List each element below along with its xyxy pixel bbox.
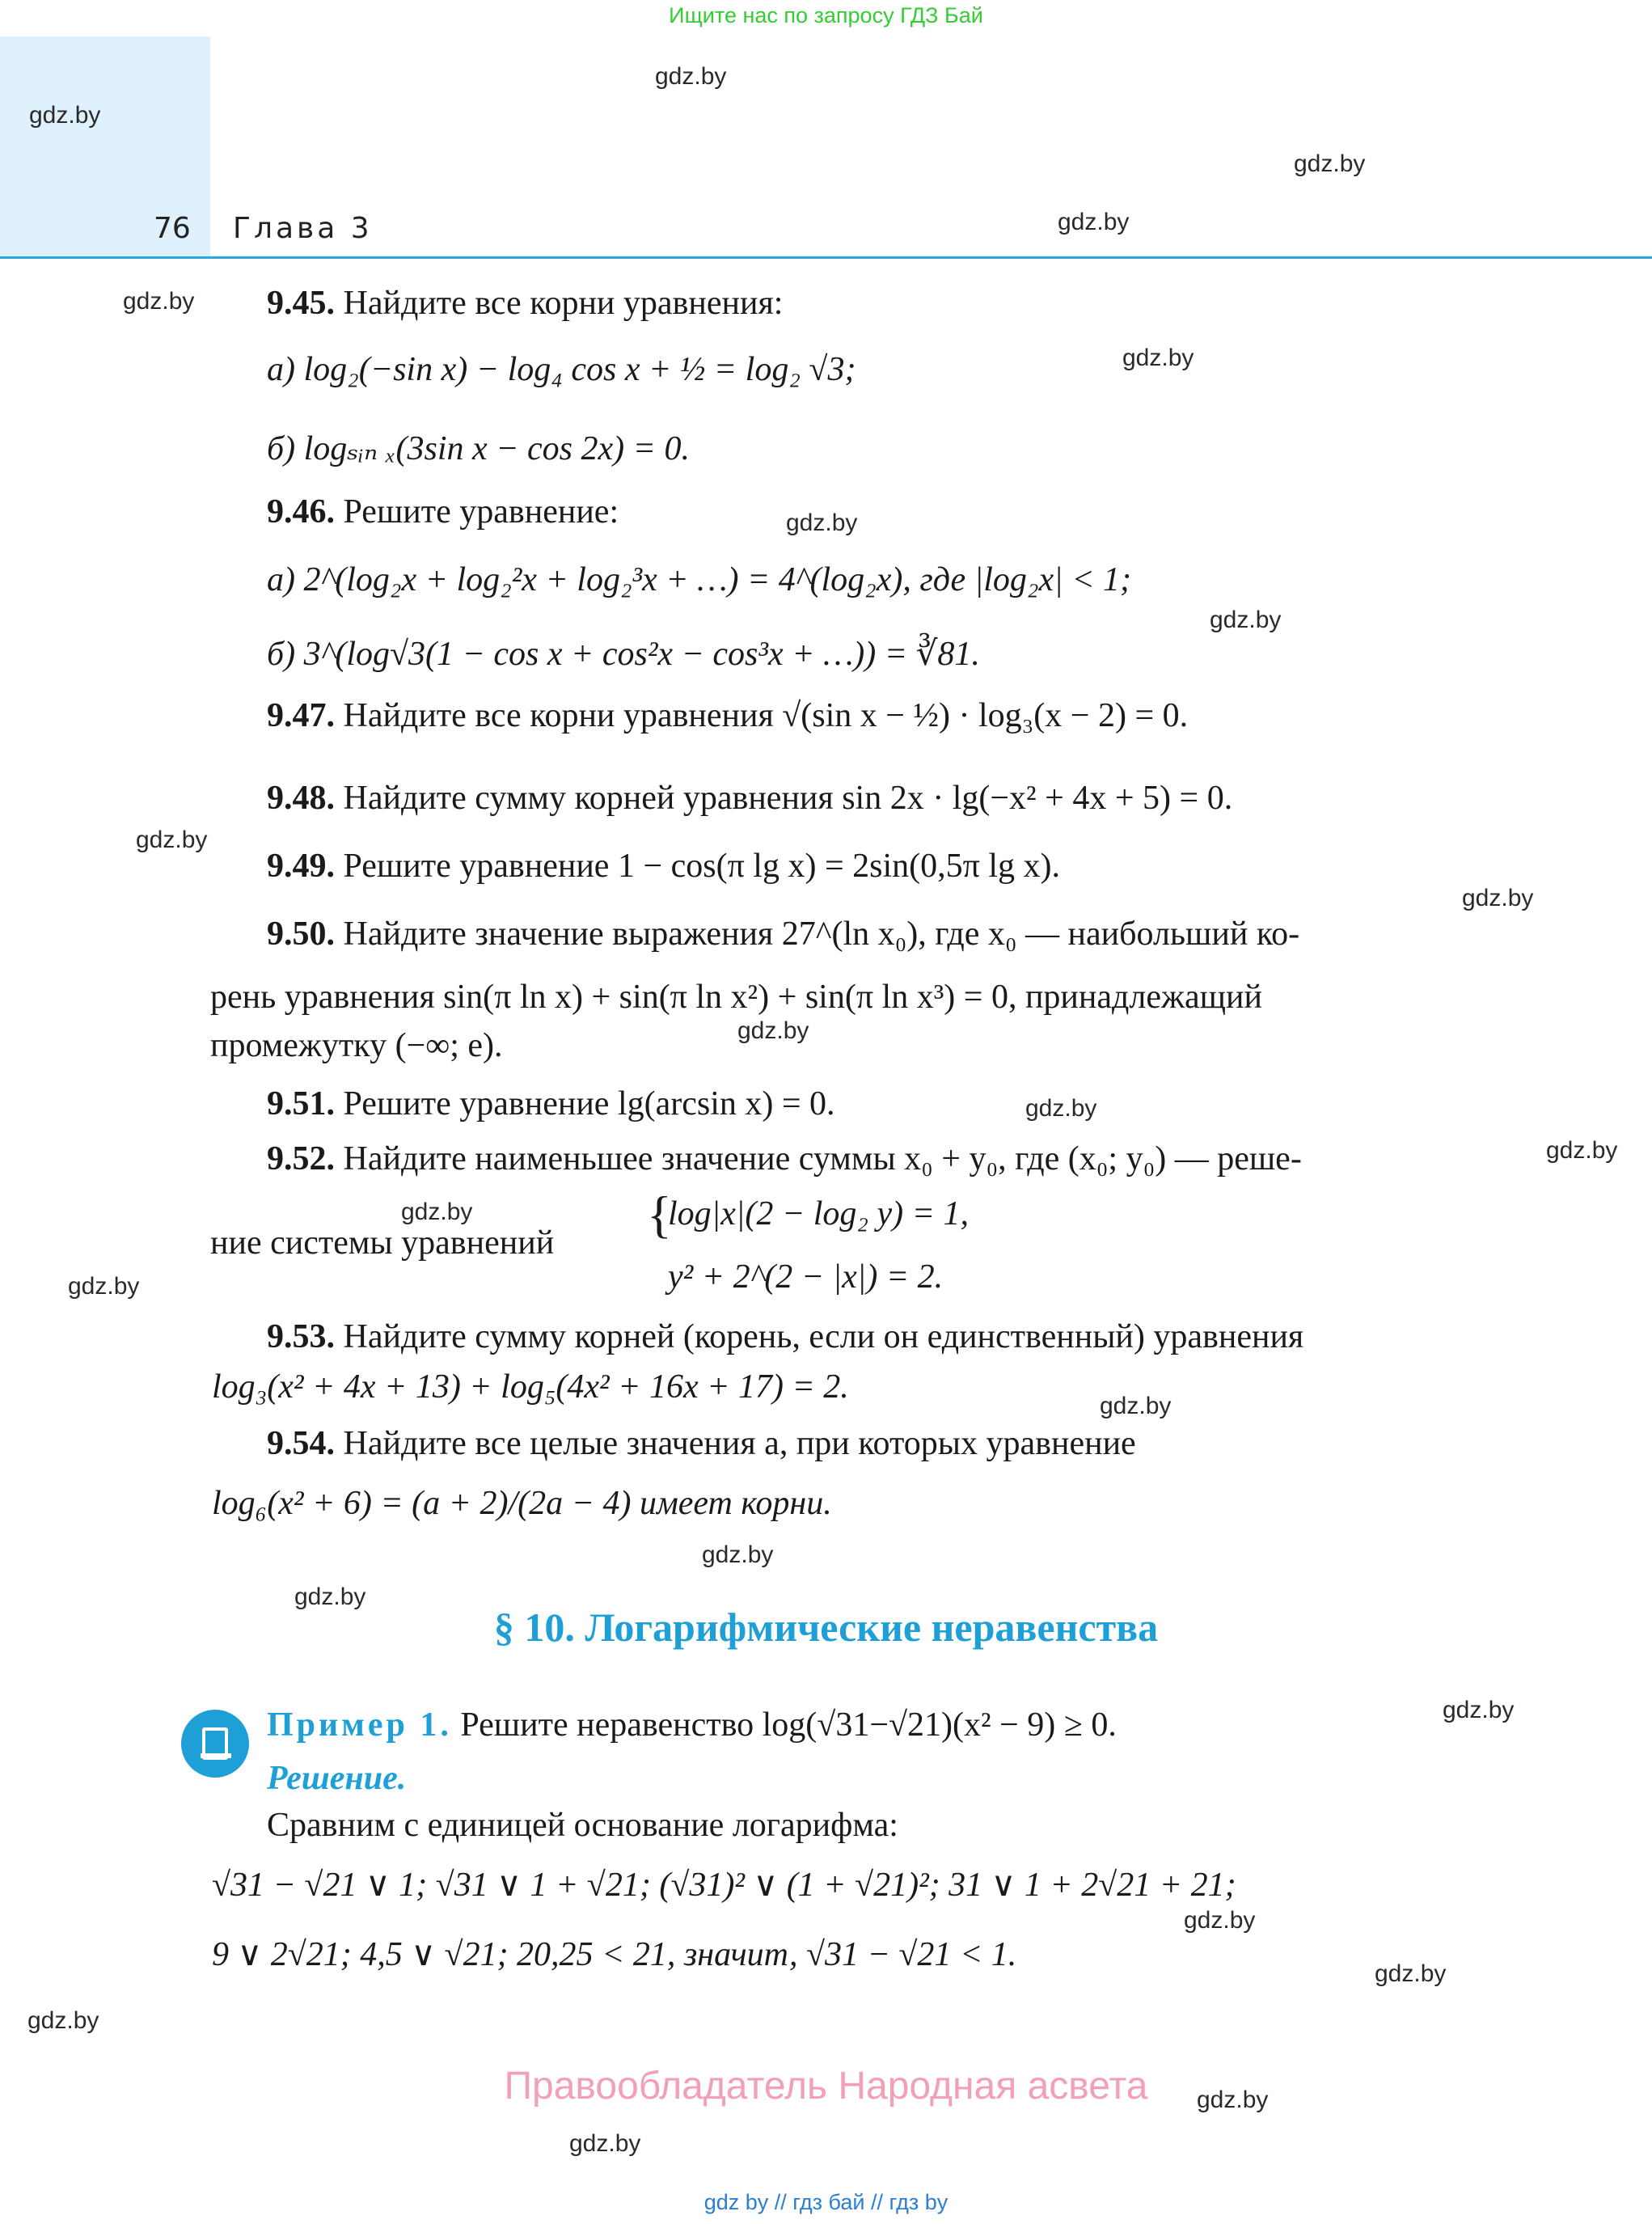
watermark: gdz.by xyxy=(1184,1907,1256,1934)
watermark: gdz.by xyxy=(1025,1095,1097,1122)
problem-9-50-line3: промежутку (−∞; e). xyxy=(210,1027,503,1064)
watermark: gdz.by xyxy=(786,509,858,536)
problem-9-45-a: а) log₂(−sin x) − log₄ cos x + ½ = log₂ √3; xyxy=(267,351,856,388)
problem-text: Найдите все целые значения a, при которых уравнение xyxy=(343,1425,1136,1462)
problem-9-51 xyxy=(267,1087,835,1121)
problem-text: Решите уравнение: xyxy=(343,493,619,531)
watermark: gdz.by xyxy=(1294,150,1366,177)
problem-9-46-a: а) 2^(log₂x + log₂²x + log₂³x + …) = 4^(log₂x), где |log₂x| < 1; xyxy=(267,561,1132,598)
problem-number: 9.46. xyxy=(267,493,335,531)
problem-9-52 xyxy=(267,1142,1302,1176)
problem-9-46-b: б) 3^(log√3(1 − cos x + cos²x − cos³x + …)) = ∛81. xyxy=(267,636,980,673)
watermark: gdz.by xyxy=(655,63,727,90)
problem-number: 9.50. xyxy=(267,915,335,953)
top-banner[interactable]: Ищите нас по запросу ГДЗ Бай xyxy=(669,3,983,27)
system-brace: { xyxy=(647,1186,672,1243)
chapter-title: Глава 3 xyxy=(233,212,373,245)
problem-text: Найдите сумму корней (корень, если он единственный) уравнения xyxy=(343,1318,1304,1355)
watermark: gdz.by xyxy=(1210,607,1282,633)
example-task: Решите неравенство log(√31−√21)(x² − 9) ≥ 0. xyxy=(460,1706,1117,1744)
example-1 xyxy=(267,1708,1117,1742)
watermark: gdz.by xyxy=(27,2007,99,2034)
watermark: gdz.by xyxy=(1546,1137,1618,1164)
watermark: gdz.by xyxy=(294,1583,366,1610)
problem-9-52-line2: ние системы уравнений xyxy=(210,1224,555,1262)
watermark: gdz.by xyxy=(1197,2087,1269,2113)
problem-9-48 xyxy=(267,781,1232,815)
problem-number: 9.49. xyxy=(267,848,335,885)
problem-number: 9.45. xyxy=(267,285,335,322)
problem-9-45 xyxy=(267,286,783,320)
book-icon xyxy=(181,1710,249,1778)
copyright-notice: Правообладатель Народная асвета xyxy=(504,2065,1148,2108)
page-number: 76 xyxy=(154,212,191,245)
watermark: gdz.by xyxy=(68,1273,140,1300)
watermark: gdz.by xyxy=(1443,1697,1515,1723)
solution-line-2: √31 − √21 ∨ 1; √31 ∨ 1 + √21; (√31)² ∨ (1 + √21)²; 31 ∨ 1 + 2√21 + 21; xyxy=(212,1867,1236,1904)
watermark: gdz.by xyxy=(29,102,101,129)
watermark: gdz.by xyxy=(123,288,195,315)
watermark: gdz.by xyxy=(702,1541,774,1568)
problem-text: Найдите все корни уравнения: xyxy=(343,285,784,322)
watermark: gdz.by xyxy=(1058,209,1130,235)
problem-9-49 xyxy=(267,849,1060,883)
problem-number: 9.51. xyxy=(267,1085,335,1123)
problem-9-54-equation: log₆(x² + 6) = (a + 2)/(2a − 4) имеет корни. xyxy=(212,1485,832,1522)
problem-9-50-line2: рень уравнения sin(π ln x) + sin(π ln x²) + sin(π ln x³) = 0, принадлежащий xyxy=(210,979,1262,1016)
footer-links[interactable]: gdz by // гдз бай // гдз by xyxy=(703,2190,949,2214)
problem-number: 9.48. xyxy=(267,780,335,817)
problem-number: 9.53. xyxy=(267,1318,335,1355)
problem-9-53-equation: log₃(x² + 4x + 13) + log₅(4x² + 16x + 17) = 2. xyxy=(212,1368,849,1406)
watermark: gdz.by xyxy=(737,1017,809,1044)
example-heading: Пример 1. xyxy=(267,1706,452,1744)
solution-heading: Решение. xyxy=(267,1760,407,1797)
system-equation-2: y² + 2^(2 − |x|) = 2. xyxy=(668,1258,944,1296)
solution-line-1: Сравним с единицей основание логарифма: xyxy=(267,1807,898,1844)
problem-text: Решите уравнение 1 − cos(π lg x) = 2sin(0,5π lg x). xyxy=(343,848,1061,885)
problem-9-53 xyxy=(267,1320,1303,1354)
problem-text: Найдите значение выражения 27^(ln x₀), где x₀ — наибольший ко- xyxy=(343,915,1300,953)
system-equation-1: log|x|(2 − log₂ y) = 1, xyxy=(668,1195,969,1233)
solution-line-3: 9 ∨ 2√21; 4,5 ∨ √21; 20,25 < 21, значит, √31 − √21 < 1. xyxy=(212,1936,1017,1973)
watermark: gdz.by xyxy=(1462,885,1534,911)
problem-9-50 xyxy=(267,917,1299,951)
problem-9-47 xyxy=(267,699,1188,733)
watermark: gdz.by xyxy=(136,827,208,853)
watermark: gdz.by xyxy=(1100,1393,1172,1419)
problem-number: 9.47. xyxy=(267,697,335,734)
problem-number: 9.54. xyxy=(267,1425,335,1462)
problem-text: Найдите все корни уравнения √(sin x − ½) · log₃(x − 2) = 0. xyxy=(343,697,1189,734)
watermark: gdz.by xyxy=(1375,1960,1447,1987)
problem-9-46 xyxy=(267,495,619,529)
section-title: § 10. Логарифмические неравенства xyxy=(493,1605,1159,1650)
problem-text: Найдите наименьшее значение суммы x₀ + y₀, где (x₀; y₀) — реше- xyxy=(343,1140,1302,1178)
problem-9-54 xyxy=(267,1427,1136,1461)
watermark: gdz.by xyxy=(569,2130,641,2157)
watermark: gdz.by xyxy=(1122,345,1194,371)
watermark: gdz.by xyxy=(401,1199,473,1225)
problem-9-45-b: б) logₛᵢₙ ₓ(3sin x − cos 2x) = 0. xyxy=(267,430,690,467)
header-divider xyxy=(0,256,1652,259)
problem-text: Найдите сумму корней уравнения sin 2x · lg(−x² + 4x + 5) = 0. xyxy=(343,780,1233,817)
problem-text: Решите уравнение lg(arcsin x) = 0. xyxy=(343,1085,835,1123)
problem-number: 9.52. xyxy=(267,1140,335,1178)
